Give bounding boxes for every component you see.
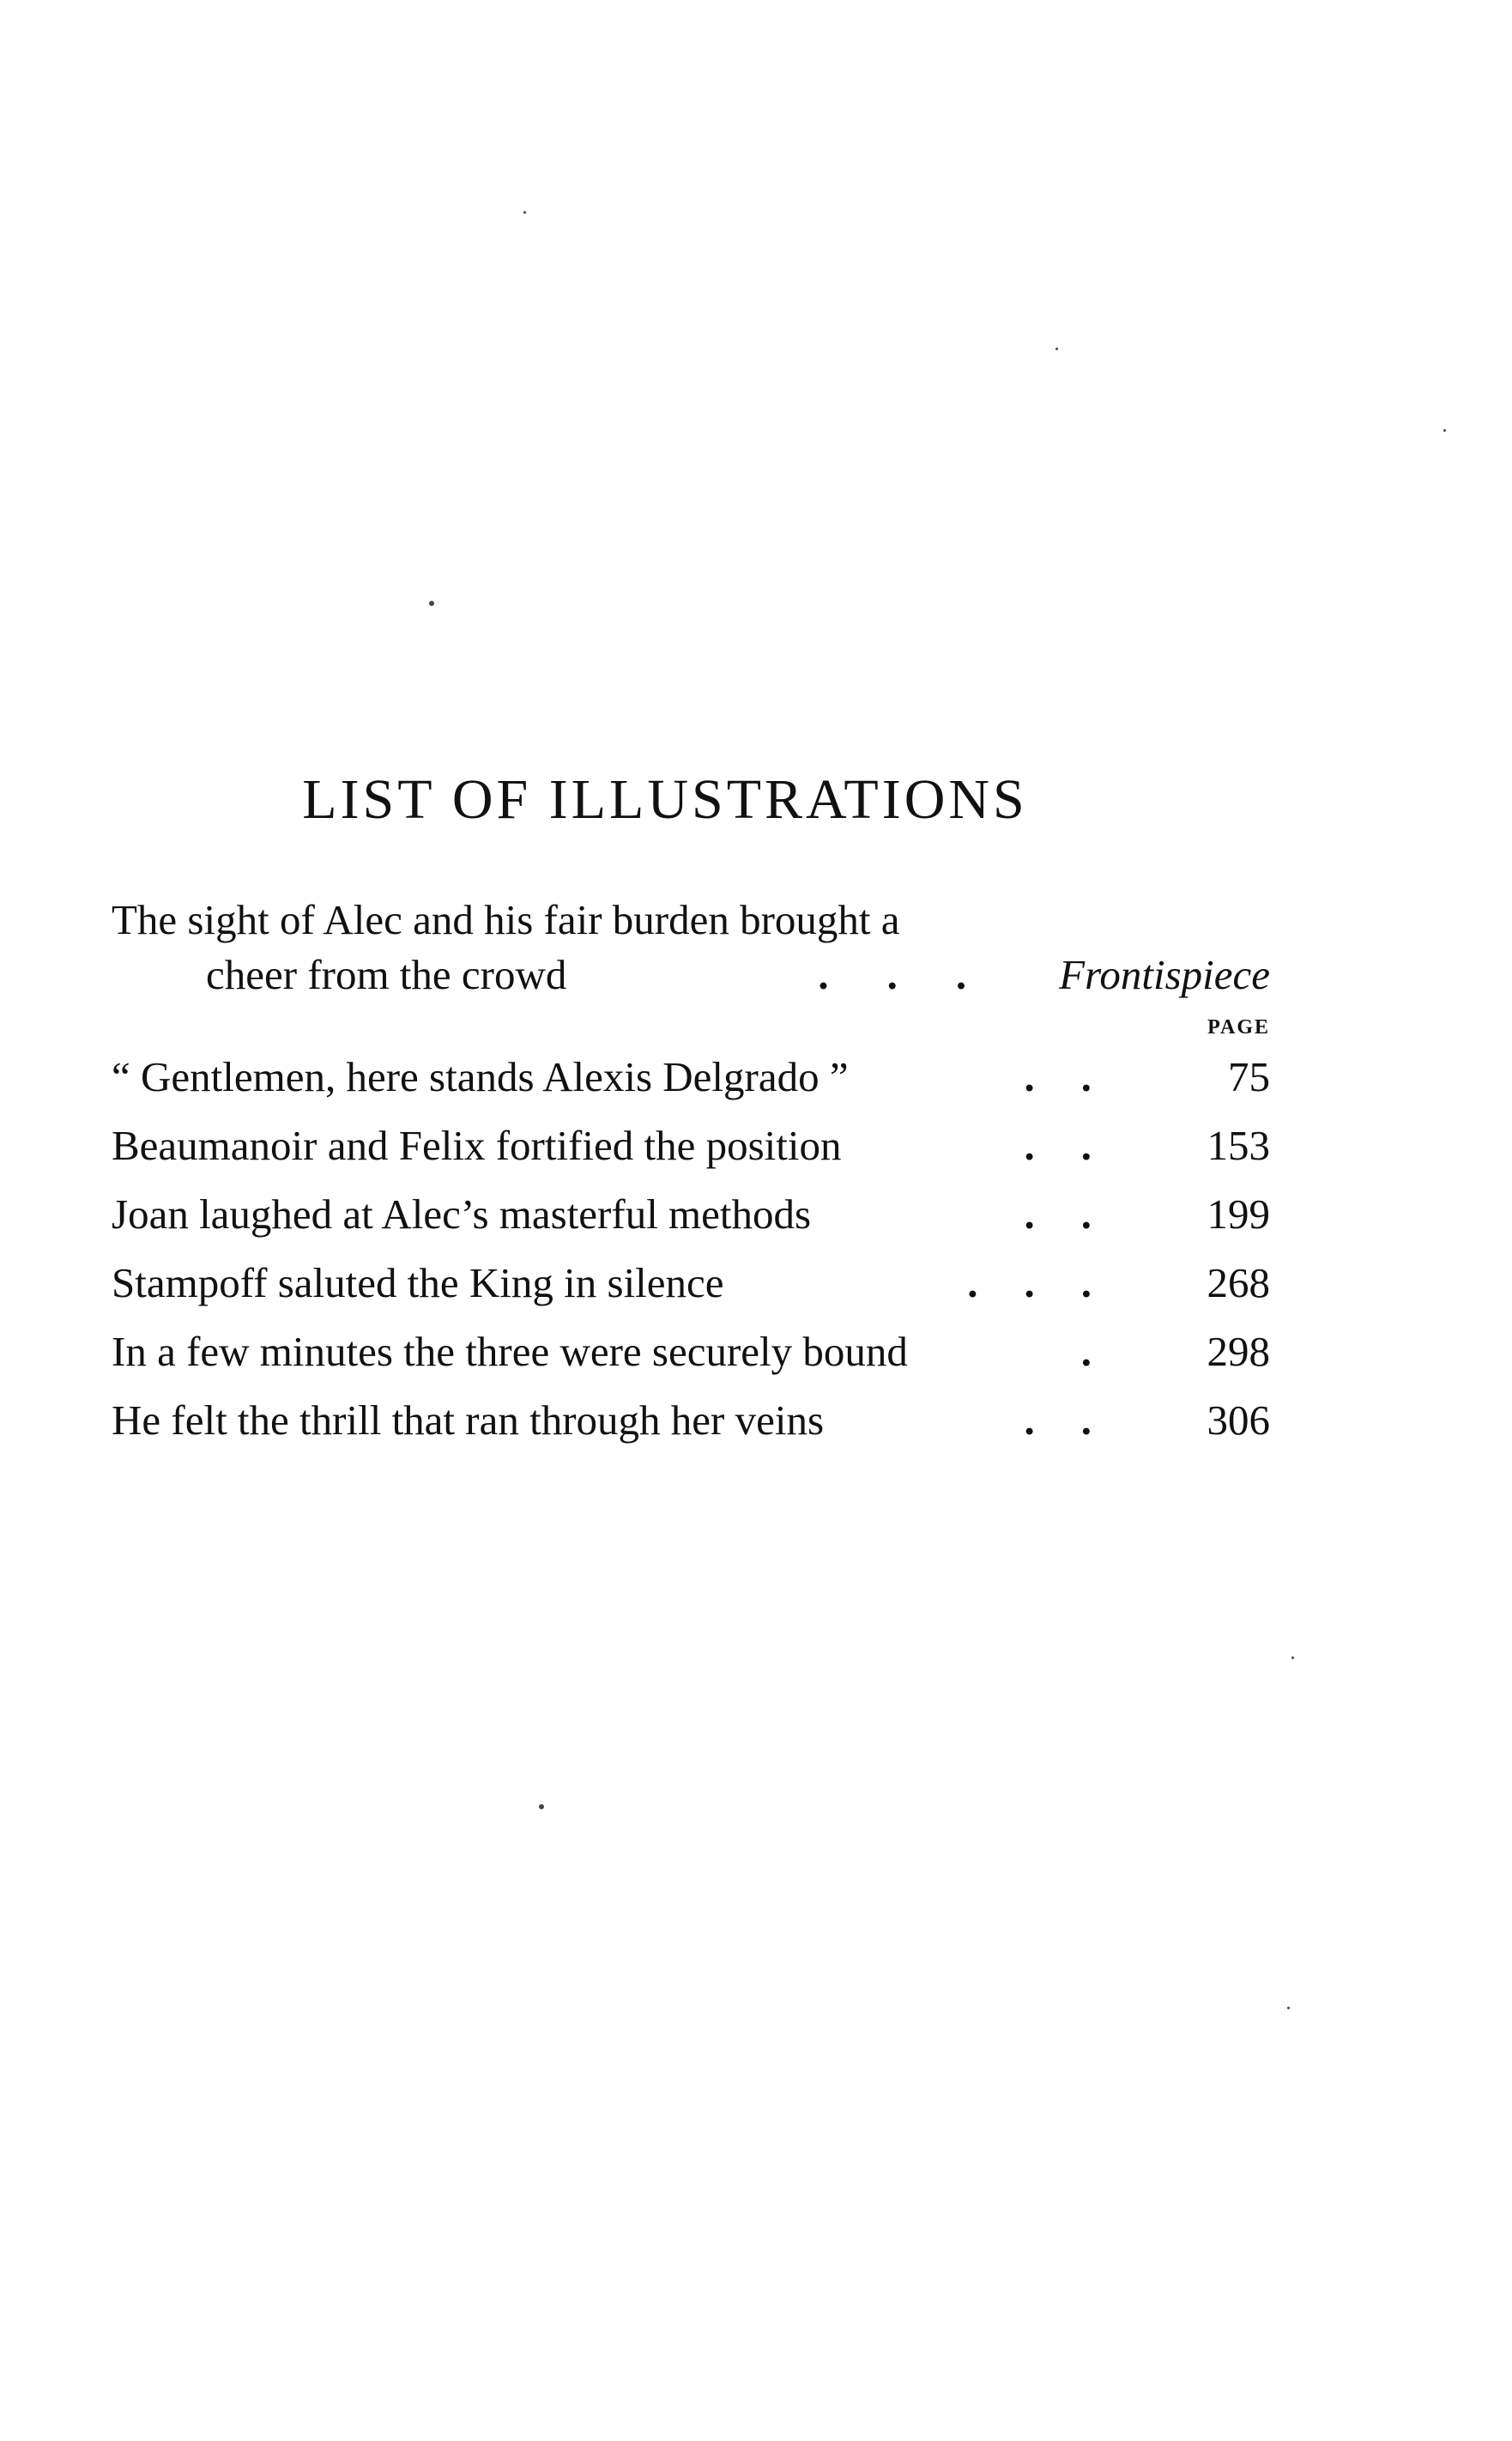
dot-leader: . bbox=[1080, 1328, 1138, 1375]
illustration-caption: “ Gentlemen, here stands Alexis Delgrado ” bbox=[112, 1053, 849, 1100]
dot-leader: ... bbox=[818, 951, 1025, 998]
illustration-caption: In a few minutes the three were securely bound bbox=[112, 1328, 908, 1375]
list-item bbox=[112, 1121, 1270, 1190]
dot-leader: .. bbox=[1024, 1396, 1138, 1444]
page-number: 268 bbox=[1207, 1259, 1270, 1306]
page-number: 199 bbox=[1207, 1190, 1270, 1238]
page-number: 153 bbox=[1207, 1122, 1270, 1169]
paper-speck bbox=[523, 211, 526, 214]
list-item bbox=[112, 1052, 1270, 1121]
page-number: 298 bbox=[1207, 1328, 1270, 1375]
illustration-caption: He felt the thrill that ran through her veins bbox=[112, 1396, 825, 1444]
frontispiece-caption-line2-row bbox=[112, 948, 1270, 1002]
list-item bbox=[112, 1190, 1270, 1258]
frontispiece-entry bbox=[112, 893, 1270, 1002]
frontispiece-label: Frontispiece bbox=[1059, 951, 1270, 998]
illustration-caption: Joan laughed at Alec’s masterful methods bbox=[112, 1190, 812, 1238]
page-number: 306 bbox=[1207, 1396, 1270, 1444]
dot-leader: ... bbox=[967, 1259, 1138, 1306]
paper-speck bbox=[1055, 348, 1058, 350]
dot-leader: .. bbox=[1024, 1122, 1138, 1169]
illustration-caption: Stampoff saluted the King in silence bbox=[112, 1259, 724, 1306]
list-item bbox=[112, 1258, 1270, 1327]
frontispiece-caption-line1: The sight of Alec and his fair burden brought a bbox=[112, 896, 900, 943]
list-item bbox=[112, 1327, 1270, 1396]
frontispiece-caption-line2: cheer from the crowd bbox=[206, 951, 567, 998]
paper-speck bbox=[1287, 2007, 1290, 2009]
paper-speck bbox=[429, 601, 434, 606]
page-number: 75 bbox=[1228, 1053, 1270, 1100]
paper-speck bbox=[1291, 1657, 1294, 1659]
illustration-list bbox=[112, 1052, 1270, 1464]
paper-speck bbox=[539, 1804, 544, 1809]
page-column-label: PAGE bbox=[1207, 1016, 1270, 1039]
dot-leader: .. bbox=[1024, 1053, 1138, 1100]
list-item bbox=[112, 1396, 1270, 1464]
dot-leader: .. bbox=[1024, 1190, 1138, 1238]
page-title: LIST OF ILLUSTRATIONS bbox=[302, 768, 1028, 832]
paper-speck bbox=[1443, 429, 1446, 432]
illustration-caption: Beaumanoir and Felix fortified the position bbox=[112, 1122, 842, 1169]
